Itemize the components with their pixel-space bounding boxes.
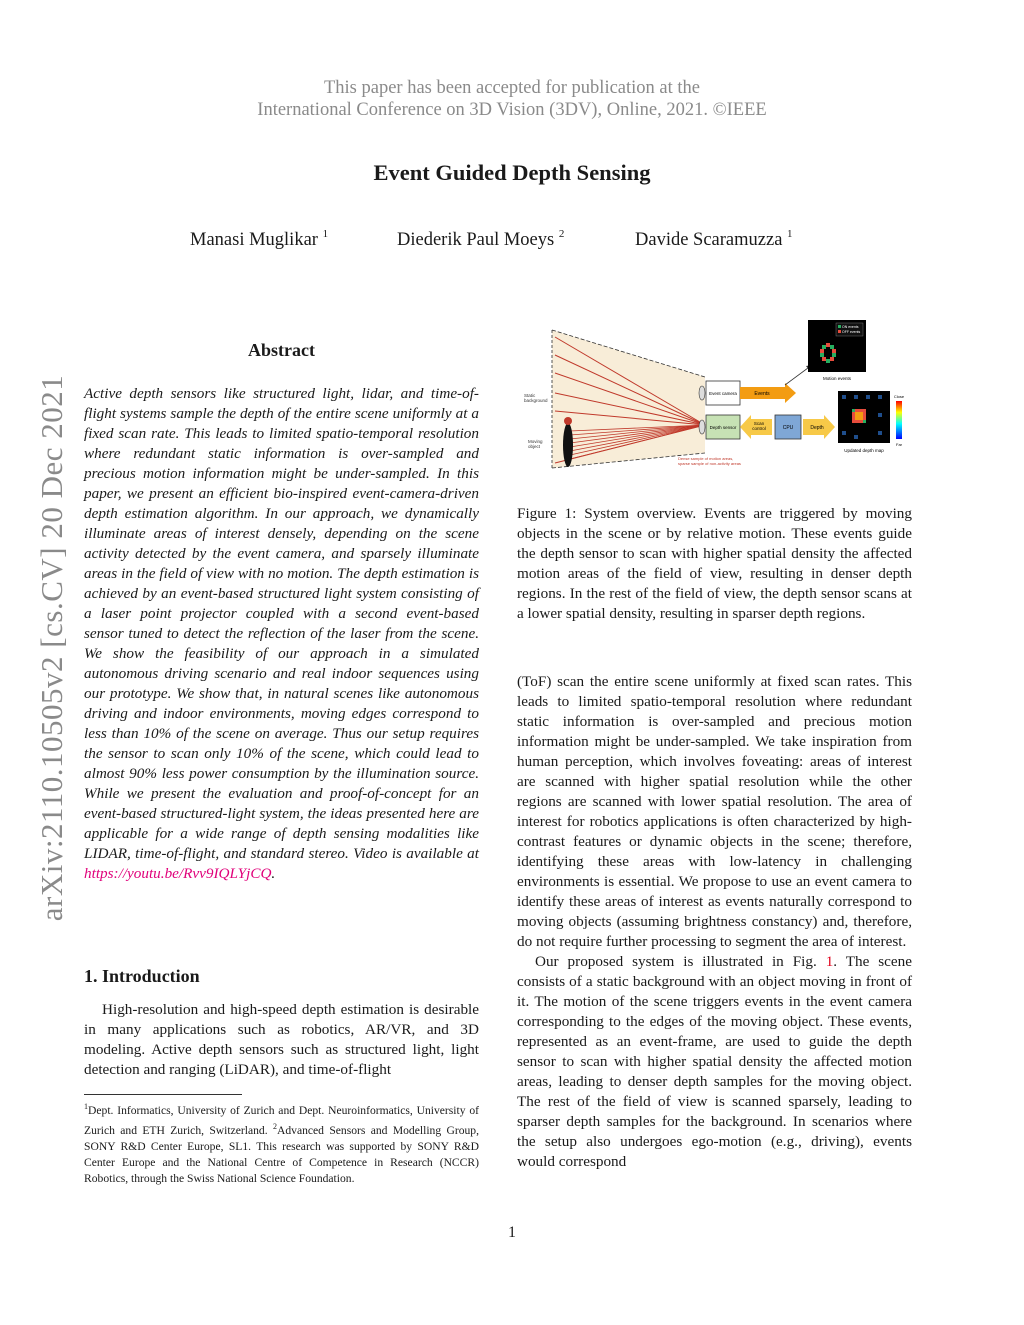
figure-caption: Figure 1: System overview. Events are triggered by moving objects in the scene or by relative motion. These events guide the depth sensor to scan with higher spatial density the affected motion areas of the field of view, resulting in denser depth regions. In the rest of the field of view, the depth sensor scans at a lower spatial density, resulting in sparser depth regions. (517, 505, 912, 622)
label-updated-depth-map: Updated depth map (844, 448, 884, 453)
publication-notice-line1: This paper has been accepted for publication at the (323, 78, 700, 98)
paragraph-proposed-system: Our proposed system is illustrated in Fig. 1. The scene consists of a static background with an object moving in front of it. The motion of the scene triggers events in the event camera corresponding to the edges of the moving object. These events, represented as an event-frame, are used to guide the depth sensor to scan with higher spatial density the affected motion areas, leading to denser depth samples for the moving object. The rest of the field of view is scanned sparsely, leading to sparser depth samples for the background. In scenarios where the setup also undergoes ego-motion (e.g., driving), events would correspond (517, 953, 912, 1170)
author-3: Davide Scaramuzza $^1$ (635, 228, 793, 250)
abstract-text: Active depth sensors like structured light, lidar, and time-of-flight systems sample the depth of the entire scene uniformly at a fixed scan rate. This leads to limited spatio-temporal resolution where redundant static information is over-sampled and precious motion information might be under-sampled. In this paper, we present an efficient bio-inspired event-camera-driven depth estimation algorithm. In our approach, we dynamically illuminate areas of interest densely, depending on the scene activity detected by the event camera, and sparsely illuminate areas in the field of view with no motion. The depth estimation is achieved by an event-based structured light system consisting of a laser point projector coupled with a second event-based sensor tuned to detect the reflection of the laser from the scene. We show the feasibility of our approach in a simulated autonomous driving scenario and real indoor sequences using our prototype. We show that, in natural scenes like autonomous driving and indoor environments, moving edges correspond to less than 10% of the scene on average. Thus our setup requires the sensor to scan only 10% of the scene, which could lead to almost 90% less power consumption by the illumination source. While we present the evaluation and proof-of-concept for an event-based structured-light system, the ideas presented here are applicable for a wide range of depth sensing modalities like LIDAR, time-of-flight, and standard stereo. Video is available at (84, 385, 479, 862)
label-moving-object: Moving object (528, 439, 543, 449)
label-sampling-note: Dense sample of motion areas, sparse sample of non-activity areas (678, 456, 741, 466)
right-column-text (517, 672, 912, 1172)
footnote-divider (84, 1094, 242, 1095)
introduction-text: High-resolution and high-speed depth estimation is desirable in many applications such as robotics, AR/VR, and 3D modeling. Active depth sensors such as structured light, light detection and ranging (LiDAR), and time-of-flight (84, 1001, 479, 1078)
system-overview-figure (510, 315, 920, 475)
label-scan-control: Scan control (752, 421, 766, 431)
publication-notice-line2: International Conference on 3D Vision (3DV), Online, 2021. ©IEEE (257, 100, 767, 120)
label-depth-sensor: Depth sensor (709, 425, 737, 430)
figure-reference-link[interactable]: 1 (825, 953, 834, 970)
label-close: Close (893, 394, 905, 399)
label-far: Far (896, 442, 902, 447)
paper-title: Event Guided Depth Sensing (373, 160, 651, 185)
abstract-body: Active depth sensors like structured light, lidar, and time-of-flight systems sample the depth of the entire scene uniformly at a fixed scan rate. This leads to limited spatio-temporal resolution where redundant static information is over-sampled and precious motion information might be under-sampled. In this paper, we present an efficient bio-inspired event-camera-driven depth estimation algorithm. In our approach, we dynamically illuminate areas of interest densely, depending on the scene activity detected by the event camera, and sparsely illuminate areas in the field of view with no motion. The depth estimation is achieved by an event-based structured light system consisting of a laser point projector coupled with a second event-based sensor tuned to detect the reflection of the laser from the scene. We show the feasibility of our approach in a simulated autonomous driving scenario and real indoor sequences using our prototype. We show that, in natural scenes like autonomous driving and indoor environments, moving edges correspond to less than 10% of the scene on average. Thus our setup requires the sensor to scan only 10% of the scene, which could lead to almost 90% less power consumption by the illumination source. While we present the evaluation and proof-of-concept for an event-based structured-light system, the ideas presented here are applicable for a wide range of depth sensing modalities like LIDAR, time-of-flight, and standard stereo. Video is available at https://youtu.be/Rvv9IQLYjCQ. (84, 385, 479, 882)
paragraph-tof: (ToF) scan the entire scene uniformly at fixed scan rates. This leads to limited spatio-temporal resolution where redundant static information is over-sampled and precious motion information might be under-sampled. We take inspiration from human perception, which involves foveating: areas of interest are scanned with higher spatial resolution while the other regions are scanned with lower spatial resolution. The area of interest for robotics applications is often characterized by high-contrast features or dynamic objects in the scene; therefore, identifying these areas with low-latency in challenging environments is essential. We propose to use an event camera to identify these areas of interest as events naturally correspond to moving objects (assuming brightness constancy) and, therefore, do not require further processing to segment the area of interest. (517, 673, 912, 950)
label-events: Events (754, 391, 770, 397)
author-1: Manasi Muglikar $^1$ (190, 228, 329, 250)
label-static-background: Static background (524, 393, 548, 403)
moving-object (563, 423, 573, 467)
label-cpu: CPU (782, 425, 794, 431)
label-depth: Depth (810, 425, 824, 431)
introduction-heading: 1. Introduction (84, 966, 200, 986)
label-motion-events: Motion events (822, 376, 852, 381)
author-2: Diederik Paul Moeys $^2$ (397, 228, 565, 250)
depth-colorbar (896, 401, 902, 439)
page-number: 1 (508, 1224, 516, 1241)
label-event-camera: Event camera (709, 391, 737, 396)
legend-off-events: OFF events (842, 330, 861, 334)
video-link[interactable]: https://youtu.be/Rvv9IQLYjCQ (84, 865, 272, 882)
footnote: $^1$Dept. Informatics, University of Zurich and Dept. Neuroinformatics, University of Zurich and ETH Zurich, Switzerland. $^2$Advanced Sensors and Modelling Group, SONY R&D Center Europe, SL1. This research was supported by SONY R&D Center Europe and the National Centre of Competence in Research (NCCR) Robotics, through the Swiss National Science Foundation. (84, 1102, 479, 1185)
arxiv-id: arXiv:2110.10505v2 [cs.CV] 20 Dec 2021 (34, 374, 69, 922)
abstract-heading: Abstract (248, 340, 315, 360)
legend-on-events: ON events (842, 325, 859, 329)
